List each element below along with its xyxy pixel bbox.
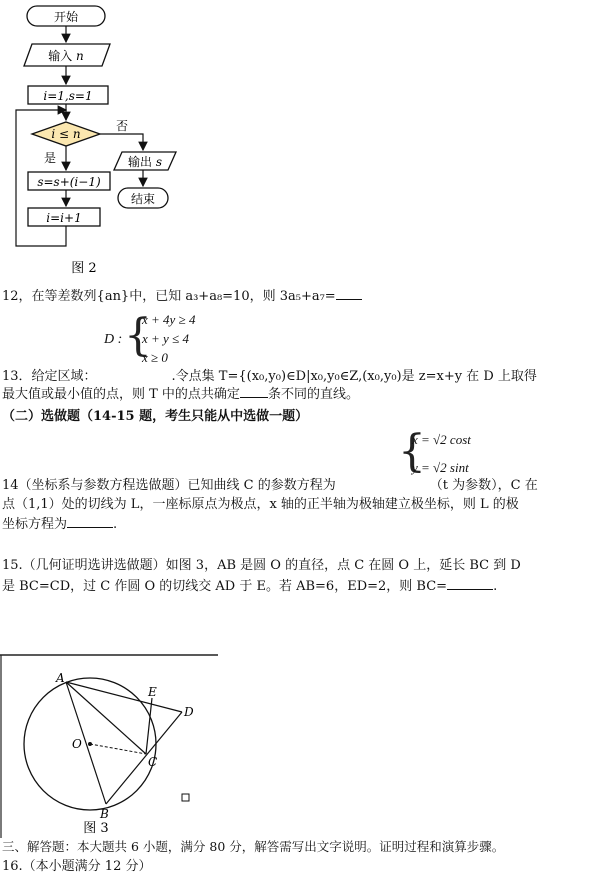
- flow-decision-text: i ≤ n: [51, 127, 81, 141]
- label-b: B: [100, 807, 109, 821]
- flow-increment-text: i=i+1: [46, 211, 82, 225]
- flow-end-text: 结束: [130, 192, 156, 206]
- q13-ineq-3: x ≥ 0: [142, 350, 168, 365]
- q14-eq-1: x = √2 cost: [412, 432, 471, 447]
- segment-bd: [106, 712, 182, 804]
- square-mark: [182, 794, 189, 801]
- q14-line-1: [2, 477, 538, 495]
- label-c: C: [148, 755, 158, 769]
- q13-ineq-2: x + y ≤ 4: [142, 331, 189, 346]
- flow-no-label: 否: [116, 119, 129, 133]
- q13-answer-blank[interactable]: [240, 397, 268, 398]
- section-3-heading: 三、解答题：本大题共 6 小题，满分 80 分，解答需写出文字说明。证明过程和演算步骤。: [2, 839, 505, 854]
- flow-yes-label: 是: [44, 151, 57, 165]
- q14-answer-blank[interactable]: [67, 527, 113, 528]
- question-16: 16.（本小题满分 12 分）: [2, 859, 152, 874]
- q15-line2-prefix: 是 BC=CD，过 C 作圆 O 的切线交 AD 于 E。若 AB=6，ED=2，则 BC=: [2, 579, 448, 594]
- q14-line-3: [2, 516, 117, 534]
- segment-oc: [90, 744, 146, 754]
- flow-caption: 图 2: [71, 261, 97, 276]
- flow-init-text: i=1,s=1: [43, 89, 93, 103]
- q13-suffix: .令点集 T={(x₀,y₀)∈D|x₀,y₀∈Z,(x₀,y₀)是 z=x+y 在 D 上取得: [171, 369, 537, 384]
- section-2-heading: （二）选做题（14-15 题，考生只能从中选做一题）: [2, 409, 309, 424]
- tangent-ce: [146, 698, 152, 754]
- q14-suffix: （t 为参数），C 在: [429, 478, 538, 493]
- figure3-caption: 图 3: [83, 821, 109, 836]
- center-point-o: [88, 742, 92, 746]
- label-o: O: [72, 737, 82, 751]
- q13-line2-suffix: 条不同的直线。: [267, 387, 359, 402]
- question-12: [2, 288, 362, 306]
- label-d: D: [184, 705, 194, 719]
- flow-update-text: s=s+(i−1): [37, 175, 101, 189]
- label-a: A: [56, 671, 65, 685]
- q13-brace: {: [124, 310, 152, 361]
- label-e: E: [148, 685, 157, 699]
- q13-line-2: [2, 386, 359, 404]
- q13-line2-prefix: 最大值或最小值的点，则 T 中的点共确定: [2, 387, 240, 402]
- q13-region-label: D :: [104, 332, 123, 347]
- q14-brace: {: [398, 426, 426, 477]
- q14-prefix: 14（坐标系与参数方程选做题）已知曲线 C 的参数方程为: [2, 478, 336, 493]
- q15-line2-suffix: .: [493, 579, 498, 594]
- q13-region-system: [100, 312, 230, 368]
- flow-start-text: 开始: [53, 10, 79, 24]
- q14-line3-suffix: .: [113, 517, 118, 532]
- q14-parametric-system: [398, 426, 508, 482]
- flow-output-text: 输出 s: [127, 155, 163, 169]
- q14-line3-prefix: 坐标方程为: [2, 517, 68, 532]
- q12-text: 12，在等差数列{an}中，已知 a₃+a₈=10，则 3a₅+a₇=: [2, 289, 336, 304]
- geometry-figure-3: [0, 648, 230, 838]
- flowchart-figure-2: [0, 0, 230, 280]
- flow-input-text: 输入 n: [48, 49, 84, 63]
- q14-line-2: 点（1,1）处的切线为 L，一座标原点为极点，x 轴的正半轴为极轴建立极坐标，则 L 的极: [2, 497, 519, 512]
- q15-answer-blank[interactable]: [447, 589, 493, 590]
- q13-line-1: [2, 368, 537, 386]
- q13-ineq-1: x + 4y ≥ 4: [142, 312, 196, 327]
- q13-prefix: 13．给定区域：: [2, 369, 97, 384]
- q15-line-1: 15.（几何证明选讲选做题）如图 3，AB 是圆 O 的直径，点 C 在圆 O 上，延长 BC 到 D: [2, 558, 521, 573]
- q12-answer-blank[interactable]: [336, 299, 362, 300]
- q14-eq-2: y = √2 sint: [412, 460, 469, 475]
- q15-line-2: [2, 578, 497, 596]
